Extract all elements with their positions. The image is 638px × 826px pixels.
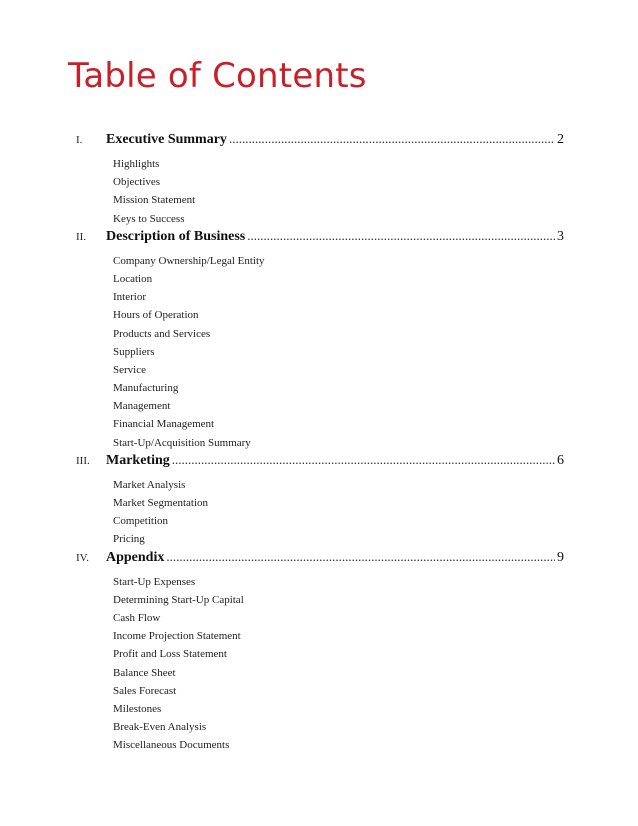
section-numeral: III. <box>76 454 90 467</box>
subsection-item: Balance Sheet <box>113 666 176 679</box>
dot-leader <box>247 228 555 244</box>
page-number: 6 <box>557 452 564 468</box>
section-numeral: II. <box>76 230 87 243</box>
section-title: Executive Summary <box>106 132 227 147</box>
subsection-item: Financial Management <box>113 418 215 431</box>
toc-section-appendix <box>76 549 564 755</box>
subsection-item: Manufacturing <box>113 382 179 395</box>
subsection-item: Suppliers <box>113 345 155 358</box>
subsection-list <box>76 573 564 755</box>
subsection-item: Milestones <box>113 702 162 715</box>
toc-section-marketing <box>76 452 564 549</box>
toc-entry[interactable] <box>76 228 564 252</box>
section-title: Marketing <box>106 452 170 468</box>
subsection-item: Service <box>113 363 146 376</box>
toc-entry[interactable] <box>76 131 564 155</box>
page-number: 3 <box>557 228 564 244</box>
subsection-item: Highlights <box>113 158 160 170</box>
subsection-list <box>76 476 564 549</box>
subsection-item: Competition <box>113 515 168 528</box>
subsection-item: Start-Up/Acquisition Summary <box>113 436 251 449</box>
toc-section-executive-summary <box>76 131 564 228</box>
subsection-item: Products and Services <box>113 327 211 340</box>
page-number: 2 <box>557 132 564 147</box>
dot-leader <box>172 452 555 468</box>
toc-section-description-of-business <box>76 228 564 452</box>
subsection-item: Break-Even Analysis <box>113 721 207 734</box>
subsection-item: Hours of Operation <box>113 309 199 322</box>
section-title: Appendix <box>106 549 165 565</box>
subsection-item: Company Ownership/Legal Entity <box>113 254 265 267</box>
subsection-item: Miscellaneous Documents <box>113 739 230 752</box>
subsection-item: Keys to Success <box>113 212 185 225</box>
dot-leader <box>229 131 555 147</box>
subsection-item: Market Segmentation <box>113 497 209 509</box>
subsection-item: Management <box>113 400 171 413</box>
subsection-item: Interior <box>113 291 146 304</box>
subsection-item: Start-Up Expenses <box>113 575 196 588</box>
section-title: Description of Business <box>106 228 246 244</box>
subsection-item: Determining Start-Up Capital <box>113 593 244 606</box>
section-numeral: IV. <box>76 551 89 564</box>
subsection-list <box>76 252 564 452</box>
toc-sections <box>76 131 564 754</box>
subsection-item: Sales Forecast <box>113 684 177 697</box>
toc-entry[interactable] <box>76 549 564 573</box>
subsection-item: Cash Flow <box>113 611 161 624</box>
subsection-item: Pricing <box>113 533 145 546</box>
subsection-item: Mission Statement <box>113 194 196 207</box>
subsection-list <box>76 155 564 228</box>
subsection-item: Profit and Loss Statement <box>113 648 227 661</box>
page-title: Table of Contents <box>68 56 367 96</box>
subsection-item: Location <box>113 272 153 285</box>
section-numeral: I. <box>76 134 83 146</box>
subsection-item: Market Analysis <box>113 478 186 491</box>
page-number: 9 <box>557 549 564 565</box>
subsection-item: Objectives <box>113 176 161 189</box>
subsection-item: Income Projection Statement <box>113 630 241 643</box>
toc-entry[interactable] <box>76 452 564 476</box>
dot-leader <box>166 549 555 565</box>
